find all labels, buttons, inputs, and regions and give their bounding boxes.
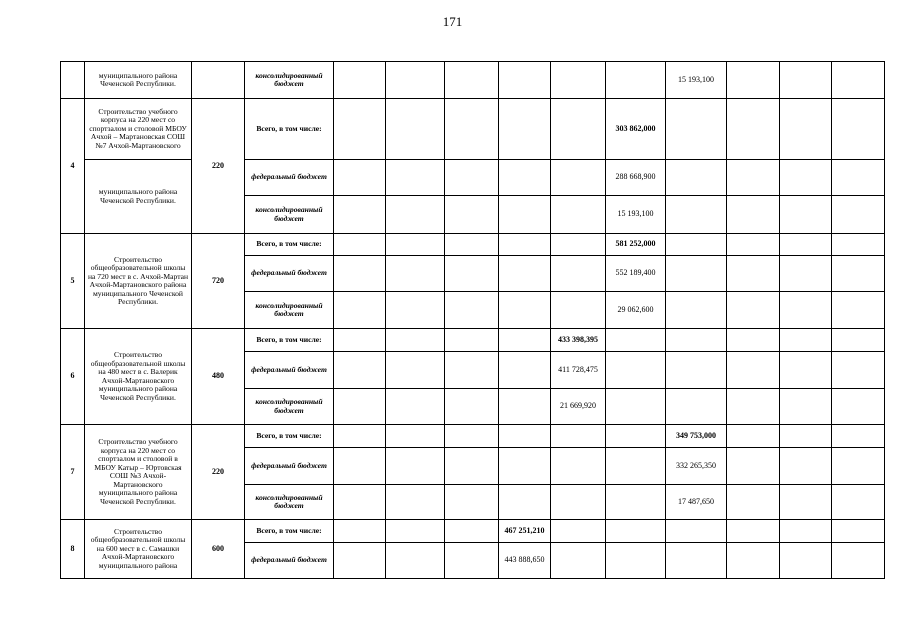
value-cell <box>606 329 666 352</box>
value-cell <box>445 520 499 543</box>
value-cell <box>666 292 727 329</box>
value-cell <box>551 485 606 520</box>
value-cell <box>666 160 727 196</box>
value-cell <box>334 485 386 520</box>
value-cell <box>499 389 551 425</box>
funding-source-cell: федеральный бюджет <box>245 543 334 579</box>
value-cell <box>334 352 386 389</box>
value-cell <box>499 196 551 234</box>
value-cell <box>445 256 499 292</box>
value-cell <box>780 485 832 520</box>
value-cell <box>445 99 499 160</box>
value-cell: 288 668,900 <box>606 160 666 196</box>
value-cell <box>386 543 445 579</box>
value-cell <box>334 329 386 352</box>
value-cell <box>832 256 885 292</box>
value-cell <box>780 292 832 329</box>
value-cell <box>606 448 666 485</box>
value-cell <box>666 520 727 543</box>
table-row <box>61 99 885 160</box>
table-row <box>61 234 885 256</box>
value-cell <box>386 234 445 256</box>
row-number-cell: 8 <box>61 520 85 579</box>
value-cell <box>334 543 386 579</box>
value-cell <box>666 543 727 579</box>
row-number-cell: 6 <box>61 329 85 425</box>
value-cell <box>551 196 606 234</box>
value-cell <box>727 389 780 425</box>
value-cell <box>445 352 499 389</box>
funding-source-cell: Всего, в том числе: <box>245 99 334 160</box>
value-cell <box>445 292 499 329</box>
value-cell <box>727 196 780 234</box>
value-cell <box>499 62 551 99</box>
value-cell <box>780 234 832 256</box>
value-cell <box>780 99 832 160</box>
value-cell: 581 252,000 <box>606 234 666 256</box>
value-cell <box>666 234 727 256</box>
value-cell <box>386 425 445 448</box>
value-cell <box>445 234 499 256</box>
value-cell: 467 251,210 <box>499 520 551 543</box>
value-cell <box>386 160 445 196</box>
value-cell <box>445 160 499 196</box>
value-cell <box>445 389 499 425</box>
value-cell <box>780 520 832 543</box>
value-cell <box>780 389 832 425</box>
capacity-cell: 600 <box>192 520 245 579</box>
capacity-cell <box>192 62 245 99</box>
value-cell: 17 487,650 <box>666 485 727 520</box>
value-cell <box>832 352 885 389</box>
value-cell <box>666 352 727 389</box>
value-cell <box>499 352 551 389</box>
value-cell <box>606 543 666 579</box>
value-cell: 349 753,000 <box>666 425 727 448</box>
funding-source-cell: консолидированный бюджет <box>245 485 334 520</box>
value-cell <box>666 196 727 234</box>
value-cell <box>832 62 885 99</box>
value-cell <box>445 196 499 234</box>
value-cell: 411 728,475 <box>551 352 606 389</box>
value-cell: 552 189,400 <box>606 256 666 292</box>
value-cell <box>334 160 386 196</box>
row-number-cell: 5 <box>61 234 85 329</box>
value-cell <box>445 448 499 485</box>
value-cell <box>386 292 445 329</box>
value-cell <box>386 389 445 425</box>
funding-source-cell: федеральный бюджет <box>245 160 334 196</box>
value-cell <box>499 292 551 329</box>
value-cell <box>499 425 551 448</box>
value-cell <box>780 160 832 196</box>
funding-source-cell: консолидированный бюджет <box>245 389 334 425</box>
value-cell <box>727 292 780 329</box>
value-cell <box>551 543 606 579</box>
value-cell <box>832 520 885 543</box>
value-cell <box>445 543 499 579</box>
value-cell <box>551 160 606 196</box>
value-cell <box>832 448 885 485</box>
capacity-cell: 220 <box>192 425 245 520</box>
value-cell <box>727 352 780 389</box>
value-cell <box>727 329 780 352</box>
value-cell <box>666 329 727 352</box>
capacity-cell: 220 <box>192 99 245 234</box>
value-cell <box>499 485 551 520</box>
object-name-cell: Строительство общеобразовательной школы на 480 мест в с. Валерик Ачхой-Мартановского муниципального района Чеченской Республики. <box>85 329 192 425</box>
funding-source-cell: консолидированный бюджет <box>245 62 334 99</box>
value-cell <box>386 196 445 234</box>
value-cell: 303 862,000 <box>606 99 666 160</box>
value-cell <box>334 196 386 234</box>
value-cell: 15 193,100 <box>666 62 727 99</box>
value-cell <box>386 485 445 520</box>
value-cell <box>499 448 551 485</box>
object-name-cell: Строительство учебного корпуса на 220 мест со спортзалом и столовой МБОУ Ачхой – Мартановская СОШ №7 Ачхой-Мартановского <box>85 99 192 160</box>
capacity-cell: 720 <box>192 234 245 329</box>
value-cell <box>780 425 832 448</box>
value-cell <box>386 62 445 99</box>
value-cell <box>334 256 386 292</box>
value-cell <box>499 160 551 196</box>
value-cell <box>386 256 445 292</box>
value-cell <box>832 234 885 256</box>
value-cell <box>780 329 832 352</box>
value-cell <box>666 256 727 292</box>
value-cell <box>780 196 832 234</box>
value-cell <box>727 425 780 448</box>
value-cell <box>334 448 386 485</box>
value-cell <box>832 389 885 425</box>
value-cell <box>334 99 386 160</box>
row-number-cell <box>61 62 85 99</box>
value-cell <box>386 99 445 160</box>
object-name-cell: Строительство общеобразовательной школы на 600 мест в с. Самашки Ачхой-Мартановского муниципального района <box>85 520 192 579</box>
value-cell <box>445 329 499 352</box>
value-cell <box>386 352 445 389</box>
value-cell <box>780 448 832 485</box>
value-cell <box>832 425 885 448</box>
value-cell <box>666 389 727 425</box>
table-row <box>61 520 885 543</box>
value-cell <box>832 329 885 352</box>
budget-table <box>60 61 885 579</box>
funding-source-cell: федеральный бюджет <box>245 448 334 485</box>
funding-source-cell: Всего, в том числе: <box>245 425 334 448</box>
object-name-cell: Строительство общеобразовательной школы на 720 мест в с. Ачхой-Мартан Ачхой-Мартановского района муниципального Чеченской Республики. <box>85 234 192 329</box>
value-cell <box>727 160 780 196</box>
value-cell <box>386 448 445 485</box>
value-cell <box>445 425 499 448</box>
value-cell <box>606 520 666 543</box>
funding-source-cell: консолидированный бюджет <box>245 292 334 329</box>
value-cell <box>832 160 885 196</box>
value-cell <box>727 448 780 485</box>
value-cell: 443 888,650 <box>499 543 551 579</box>
value-cell <box>727 62 780 99</box>
value-cell <box>727 520 780 543</box>
value-cell <box>551 256 606 292</box>
value-cell <box>780 62 832 99</box>
value-cell: 21 669,920 <box>551 389 606 425</box>
value-cell <box>832 485 885 520</box>
table-row <box>61 329 885 352</box>
object-name-cell: Строительство учебного корпуса на 220 мест со спортзалом и столовой в МБОУ Катыр – Юртовская СОШ №3 Ачхой-Мартановского муниципального района Чеченской Республики. <box>85 425 192 520</box>
value-cell <box>551 292 606 329</box>
table-row <box>61 62 885 99</box>
value-cell <box>727 256 780 292</box>
value-cell <box>499 99 551 160</box>
funding-source-cell: Всего, в том числе: <box>245 520 334 543</box>
value-cell <box>386 329 445 352</box>
row-number-cell: 7 <box>61 425 85 520</box>
value-cell <box>780 543 832 579</box>
value-cell <box>727 99 780 160</box>
value-cell <box>334 292 386 329</box>
row-number-cell: 4 <box>61 99 85 234</box>
value-cell: 332 265,350 <box>666 448 727 485</box>
value-cell <box>551 520 606 543</box>
funding-source-cell: федеральный бюджет <box>245 352 334 389</box>
value-cell <box>606 485 666 520</box>
value-cell <box>499 329 551 352</box>
value-cell <box>832 543 885 579</box>
value-cell <box>551 448 606 485</box>
value-cell <box>780 256 832 292</box>
value-cell <box>386 520 445 543</box>
value-cell <box>334 234 386 256</box>
value-cell <box>606 389 666 425</box>
value-cell <box>832 99 885 160</box>
table-row <box>61 425 885 448</box>
value-cell <box>606 352 666 389</box>
value-cell <box>551 425 606 448</box>
value-cell <box>832 292 885 329</box>
value-cell <box>499 256 551 292</box>
value-cell <box>606 425 666 448</box>
value-cell <box>551 62 606 99</box>
value-cell <box>445 485 499 520</box>
value-cell <box>334 62 386 99</box>
value-cell <box>727 543 780 579</box>
value-cell: 433 398,395 <box>551 329 606 352</box>
value-cell <box>334 389 386 425</box>
capacity-cell: 480 <box>192 329 245 425</box>
value-cell <box>551 234 606 256</box>
object-name-cell: муниципального района Чеченской Республики. <box>85 160 192 234</box>
value-cell: 15 193,100 <box>606 196 666 234</box>
funding-source-cell: консолидированный бюджет <box>245 196 334 234</box>
value-cell <box>727 485 780 520</box>
value-cell: 29 062,600 <box>606 292 666 329</box>
table-row <box>61 160 885 196</box>
value-cell <box>334 520 386 543</box>
value-cell <box>445 62 499 99</box>
funding-source-cell: Всего, в том числе: <box>245 234 334 256</box>
value-cell <box>780 352 832 389</box>
funding-source-cell: федеральный бюджет <box>245 256 334 292</box>
value-cell <box>606 62 666 99</box>
value-cell <box>551 99 606 160</box>
object-name-cell: муниципального района Чеченской Республики. <box>85 62 192 99</box>
value-cell <box>334 425 386 448</box>
value-cell <box>666 99 727 160</box>
page-number: 171 <box>442 14 463 29</box>
value-cell <box>727 234 780 256</box>
value-cell <box>499 234 551 256</box>
funding-source-cell: Всего, в том числе: <box>245 329 334 352</box>
value-cell <box>832 196 885 234</box>
